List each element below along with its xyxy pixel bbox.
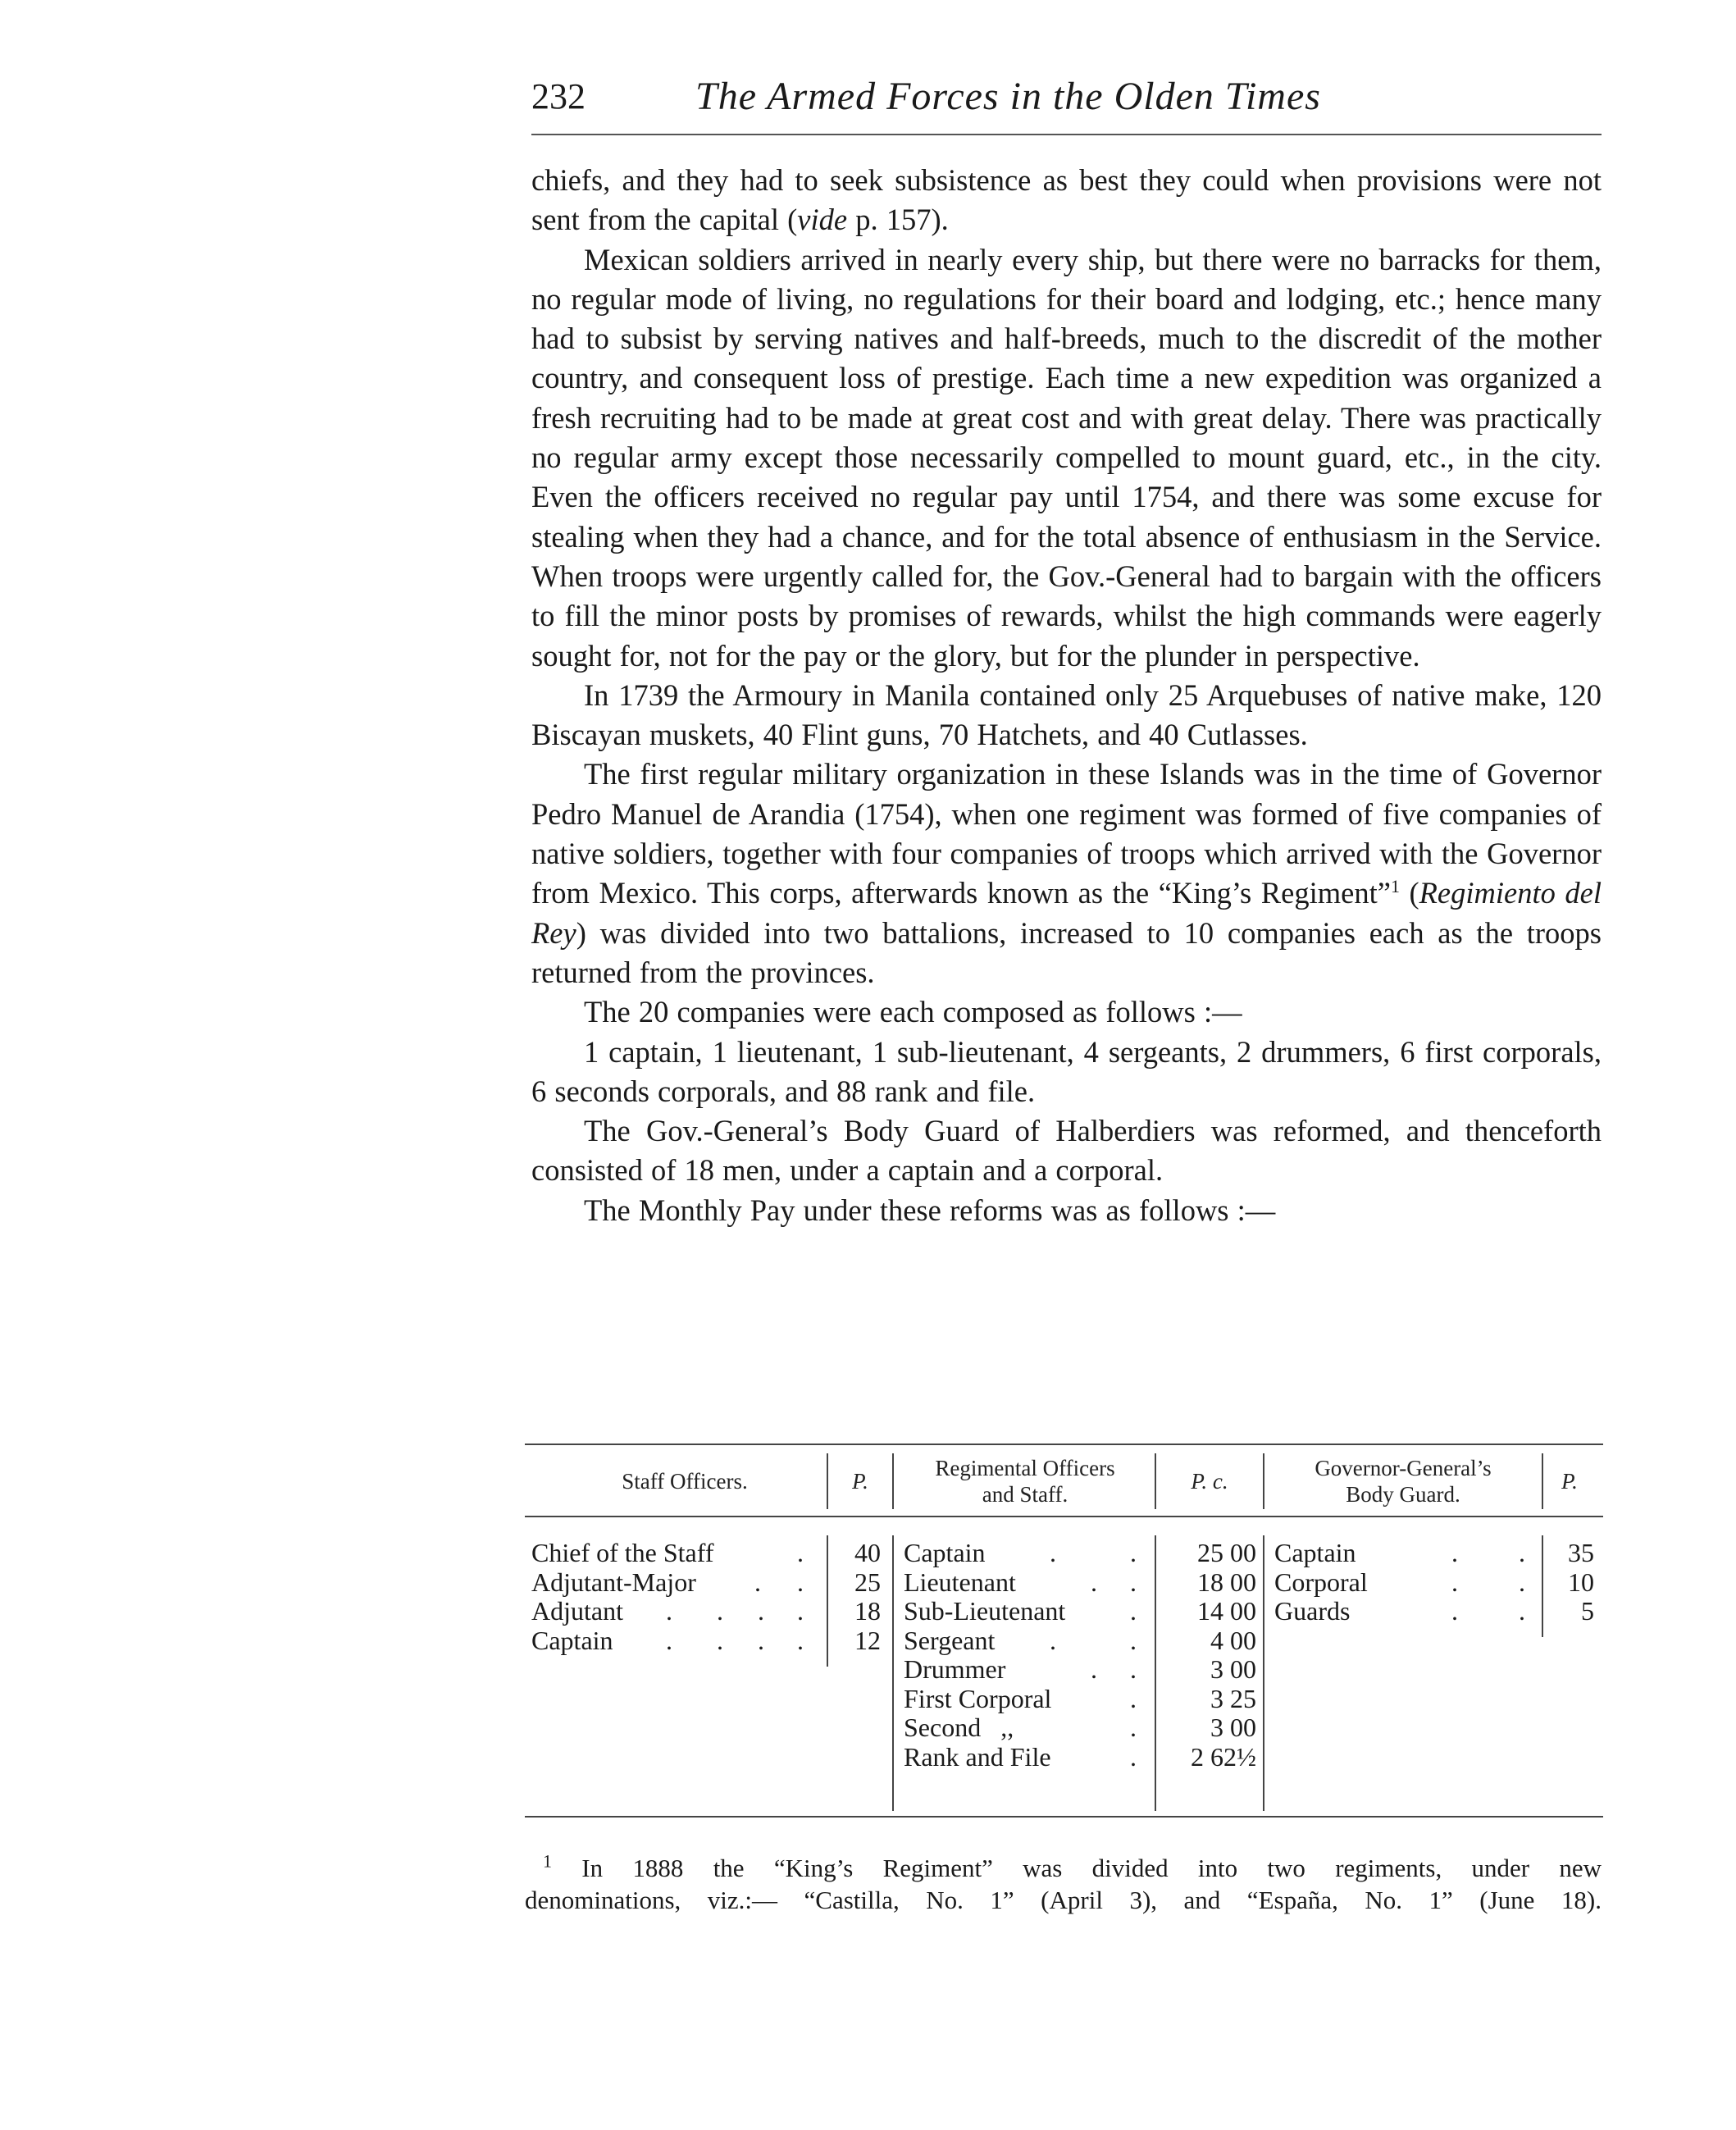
staff-rank: Captain: [531, 1625, 613, 1655]
paragraph-8: The Monthly Pay under these reforms was as follows :—: [584, 1193, 1276, 1227]
regimental-rank: Rank and File: [904, 1741, 1051, 1772]
column-divider: [892, 1535, 894, 1811]
table-bottom-rule: [525, 1816, 1603, 1818]
footnote: [525, 1852, 1602, 1916]
guard-unit-label: P.: [1561, 1469, 1578, 1494]
header-guard-unit: [1545, 1468, 1594, 1494]
leader-dot: .: [1130, 1713, 1137, 1742]
header-body-guard: [1266, 1455, 1540, 1507]
guard-rank: Captain: [1274, 1538, 1356, 1567]
leader-dot: .: [758, 1625, 764, 1655]
body-text: [531, 161, 1602, 1230]
leader-dot: .: [1130, 1625, 1137, 1655]
header-divider: [1263, 1453, 1264, 1509]
running-header: [531, 72, 1602, 121]
guard-pay: 5: [1581, 1596, 1594, 1626]
leader-dot: .: [1130, 1538, 1137, 1567]
regimental-pay: 2 62½: [1191, 1741, 1256, 1772]
regimental-rank: Drummer: [904, 1654, 1006, 1684]
paragraph-1: [531, 161, 1602, 240]
leader-dot: .: [797, 1538, 804, 1567]
header-guard-line-1: Governor-General’s: [1315, 1456, 1492, 1480]
guard-pay: 35: [1568, 1538, 1594, 1567]
regimental-rank: Sub-Lieutenant: [904, 1596, 1066, 1626]
leader-dot: .: [1519, 1538, 1525, 1567]
leader-dot: .: [1130, 1596, 1137, 1626]
leader-dot: .: [797, 1625, 804, 1655]
paragraph-4: [531, 755, 1602, 992]
page-number: 232: [531, 76, 586, 116]
footnote-line-2: denominations, viz.:— “Castilla, No. 1” (April 3), and “España, No. 1” (June 18).: [525, 1886, 1602, 1914]
footnote-line-1: [525, 1852, 1602, 1884]
paragraph-1-text-b: p. 157).: [847, 203, 949, 237]
regimental-pay: 3 00: [1210, 1713, 1256, 1742]
leader-dot: .: [754, 1567, 761, 1597]
paragraph-3: In 1739 the Armoury in Manila contained only 25 Arquebuses of native make, 120 Biscayan muskets, 40 Flint guns, 70 Hatchets, and 40 Cutlasses.: [531, 677, 1602, 752]
regimental-pay: 18 00: [1197, 1567, 1256, 1597]
header-regimental-line-2: and Staff.: [982, 1482, 1068, 1507]
vide-italic: vide: [797, 203, 848, 237]
guard-pay: 10: [1568, 1567, 1594, 1597]
staff-rank: Adjutant-Major: [531, 1567, 696, 1597]
header-guard-line-2: Body Guard.: [1346, 1482, 1460, 1507]
regimental-rank: Sergeant: [904, 1625, 996, 1655]
leader-dot: .: [1519, 1567, 1525, 1597]
paragraph-5: The 20 companies were each composed as follows :—: [584, 995, 1242, 1029]
table-top-rule: [525, 1444, 1603, 1445]
column-divider: [827, 1535, 828, 1667]
guard-rank: Guards: [1274, 1596, 1351, 1626]
header-divider: [892, 1453, 894, 1509]
regimental-pay: 4 00: [1210, 1625, 1256, 1655]
paragraph-7: The Gov.-General’s Body Guard of Halberdiers was reformed, and thenceforth consisted of 18 men, under a captain and a corporal.: [531, 1114, 1602, 1188]
regimental-pay: 25 00: [1197, 1538, 1256, 1567]
leader-dot: .: [797, 1567, 804, 1597]
column-divider: [1542, 1535, 1543, 1637]
staff-pay: 40: [854, 1538, 881, 1567]
leader-dot: .: [1130, 1567, 1137, 1597]
header-divider: [1155, 1453, 1156, 1509]
leader-dot: .: [1050, 1538, 1056, 1567]
leader-dot: .: [717, 1625, 723, 1655]
header-regimental-line-1: Regimental Officers: [935, 1456, 1115, 1480]
footnote-line-1-text: In 1888 the “King’s Regiment” was divided into two regiments, under new: [581, 1854, 1602, 1882]
leader-dot: .: [1451, 1567, 1458, 1597]
header-divider: [827, 1453, 828, 1509]
header-regimental: [895, 1455, 1155, 1507]
leader-dot: .: [1130, 1654, 1137, 1684]
leader-dot: .: [758, 1596, 764, 1626]
staff-pay: 12: [854, 1625, 881, 1655]
column-divider: [1155, 1535, 1156, 1811]
regimental-rank: Lieutenant: [904, 1567, 1016, 1597]
staff-unit-label: P.: [852, 1469, 868, 1494]
table-header-rule: [525, 1516, 1603, 1517]
header-staff-officers: Staff Officers.: [622, 1469, 748, 1494]
paragraph-4-text-b: (: [1399, 876, 1419, 910]
regimental-unit-label: P. c.: [1191, 1469, 1228, 1494]
leader-dot: .: [666, 1625, 672, 1655]
regimental-rank: Captain: [904, 1538, 986, 1567]
header-rule: [531, 134, 1602, 135]
leader-dot: .: [1451, 1538, 1458, 1567]
paragraph-4-text-c: ) was divided into two battalions, increased to 10 companies each as the troops returned from the provinces.: [531, 915, 1602, 989]
regimental-pay: 3 25: [1210, 1683, 1256, 1713]
header-divider: [1542, 1453, 1543, 1509]
leader-dot: .: [1130, 1741, 1137, 1772]
regimental-pay: 3 00: [1210, 1654, 1256, 1684]
leader-dot: .: [717, 1596, 723, 1626]
footnote-reference: 1: [1390, 876, 1400, 897]
leader-dot: .: [797, 1596, 804, 1626]
regimental-pay: 14 00: [1197, 1596, 1256, 1626]
leader-dot: .: [1451, 1596, 1458, 1626]
guard-rank: Corporal: [1274, 1567, 1368, 1597]
staff-pay: 25: [854, 1567, 881, 1597]
regimental-rank: Second ,,: [904, 1713, 1014, 1742]
paragraph-6: 1 captain, 1 lieutenant, 1 sub-lieutenant, 4 sergeants, 2 drummers, 6 first corporals, 6 seconds corporals, and 88 rank and file.: [531, 1034, 1602, 1108]
paragraph-4-text-a: The first regular military organization in these Islands was in the time of Governor Pedro Manuel de Arandia (1754), when one regiment was formed of five companies of native soldiers, together with four companies of troops which arrived with the Governor from Mexico. This corps, afterwards known as the “King’s Regiment”: [531, 757, 1602, 910]
header-regimental-unit: [1158, 1468, 1261, 1494]
regimental-rank: First Corporal: [904, 1683, 1052, 1713]
leader-dot: .: [1050, 1625, 1056, 1655]
header-staff-unit: [830, 1468, 891, 1494]
staff-rank: Chief of the Staff: [531, 1538, 714, 1567]
running-title: The Armed Forces in the Olden Times: [695, 75, 1321, 118]
leader-dot: .: [666, 1596, 672, 1626]
leader-dot: .: [1091, 1654, 1097, 1684]
leader-dot: .: [1130, 1683, 1137, 1713]
leader-dot: .: [1519, 1596, 1525, 1626]
monthly-pay-table: [525, 1444, 1603, 1821]
leader-dot: .: [1091, 1567, 1097, 1597]
staff-pay: 18: [854, 1596, 881, 1626]
column-divider: [1263, 1535, 1264, 1811]
footnote-marker: 1: [543, 1850, 552, 1872]
regimiento-italic: Regimiento del Rey: [531, 876, 1602, 950]
paragraph-2: Mexican soldiers arrived in nearly every ship, but there were no barracks for them, no regular mode of living, no regulations for their board and lodging, etc.; hence many had to subsist by serving natives and half-breeds, much to the discredit of the mother country, and consequent loss of prestige. Each time a new expedition was organized a fresh recruiting had to be made at great cost and with great delay. There was practically no regular army except those necessarily compelled to mount guard, etc., in the city. Even the officers received no regular pay until 1754, and there was some excuse for stealing when they had a chance, and for the total absence of enthusiasm in the Service. When troops were urgently called for, the Gov.-General had to bargain with the officers to fill the minor posts by promises of rewards, whilst the high commands were eagerly sought for, not for the pay or the glory, but for the plunder in perspective.: [531, 242, 1602, 673]
paragraph-1-text-a: chiefs, and they had to seek subsistence as best they could when provisions were not sent from the capital (: [531, 163, 1602, 237]
staff-rank: Adjutant: [531, 1596, 623, 1626]
